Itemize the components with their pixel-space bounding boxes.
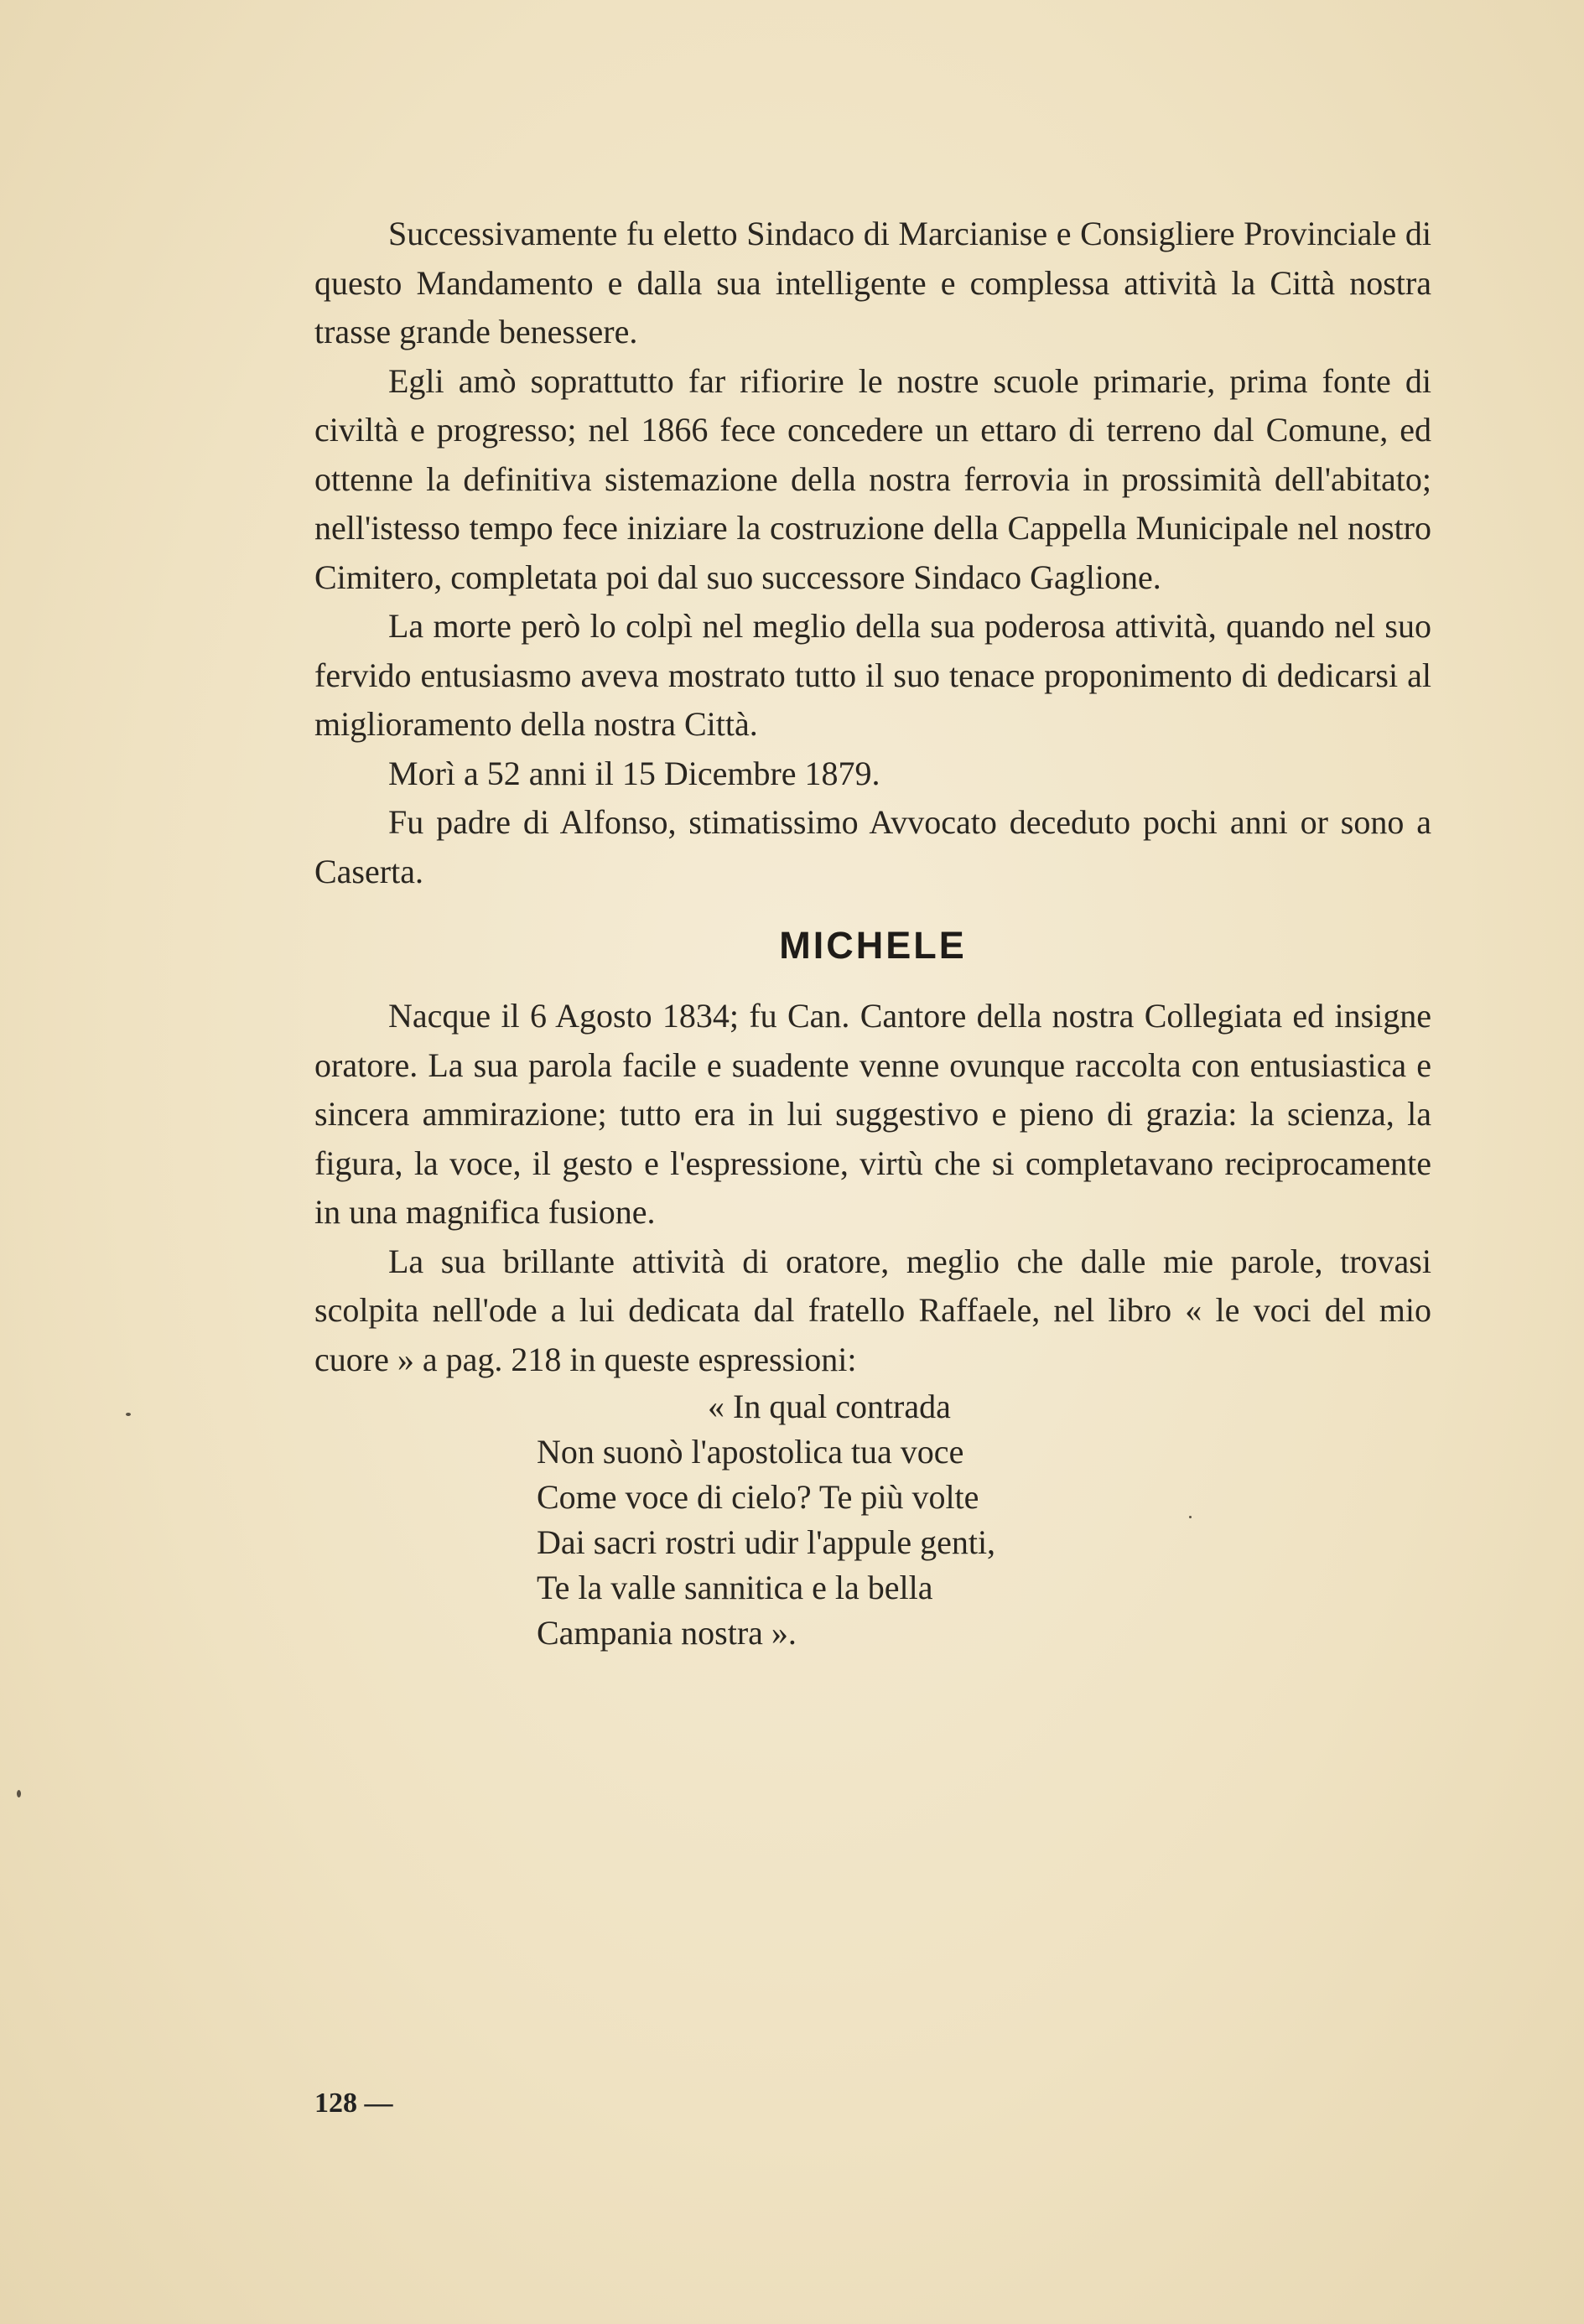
paragraph-nacque: Nacque il 6 Agosto 1834; fu Can. Cantore della nostra Collegiata ed insigne oratore. La sua parola facile e suadente venne ovunque raccolta con entusiastica e sincera ammirazione; tutto era in lui suggestivo e pieno di grazia: la scienza, la figura, la voce, il gesto e l'espressione, virtù che si completavano reciprocamente in una magnifica fusione.	[314, 997, 1431, 1231]
paragraph-padre: Fu padre di Alfonso, stimatissimo Avvocato deceduto pochi anni or sono a Caserta.	[314, 803, 1431, 890]
verse-line: Campania nostra ».	[537, 1614, 797, 1652]
paragraph-sindaco: Successivamente fu eletto Sindaco di Marcianise e Consigliere Provinciale di questo Mandamento e dalla sua intelligente e complessa attività la Città nostra trasse grande benessere.	[314, 215, 1431, 350]
paragraph-morte: La morte però lo colpì nel meglio della sua poderosa attività, quando nel suo fervido entusiasmo aveva mostrato tutto il suo tenace proponimento di dedicarsi al miglioramento della nostra Città.	[314, 607, 1431, 743]
paragraph-scuole: Egli amò soprattutto far rifiorire le nostre scuole primarie, prima fonte di civiltà e progresso; nel 1866 fece concedere un ettaro di terreno dal Comune, ed ottenne la definitiva sistemazione della nostra ferrovia in prossimità dell'abitato; nell'istesso tempo fece iniziare la costruzione della Cappella Municipale nel nostro Cimitero, completata poi dal suo successore Sindaco Gaglione.	[314, 361, 1431, 596]
paper-speck	[126, 1413, 131, 1416]
page-number: 128 —	[314, 2088, 393, 2119]
verse-line: Non suonò l'apostolica tua voce	[537, 1433, 964, 1471]
section-heading-michele: MICHELE	[779, 924, 967, 967]
verse-line: Come voce di cielo? Te più volte	[537, 1478, 979, 1516]
paper-speck	[1189, 1516, 1192, 1518]
verse-line: Dai sacri rostri udir l'appule genti,	[537, 1523, 996, 1561]
paragraph-mori: Morì a 52 anni il 15 Dicembre 1879.	[388, 754, 880, 792]
body-text	[314, 210, 1431, 1656]
paragraph-oratore: La sua brillante attività di oratore, meglio che dalle mie parole, trovasi scolpita nell'ode a lui dedicata dal fratello Raffaele, nel libro « le voci del mio cuore » a pag. 218 in queste espressioni:	[314, 1242, 1431, 1378]
verse-line: « In qual contrada	[708, 1388, 951, 1425]
verse-quote	[537, 1384, 1431, 1656]
verse-line: Te la valle sannitica e la bella	[537, 1569, 933, 1606]
paper-speck	[17, 1790, 21, 1797]
